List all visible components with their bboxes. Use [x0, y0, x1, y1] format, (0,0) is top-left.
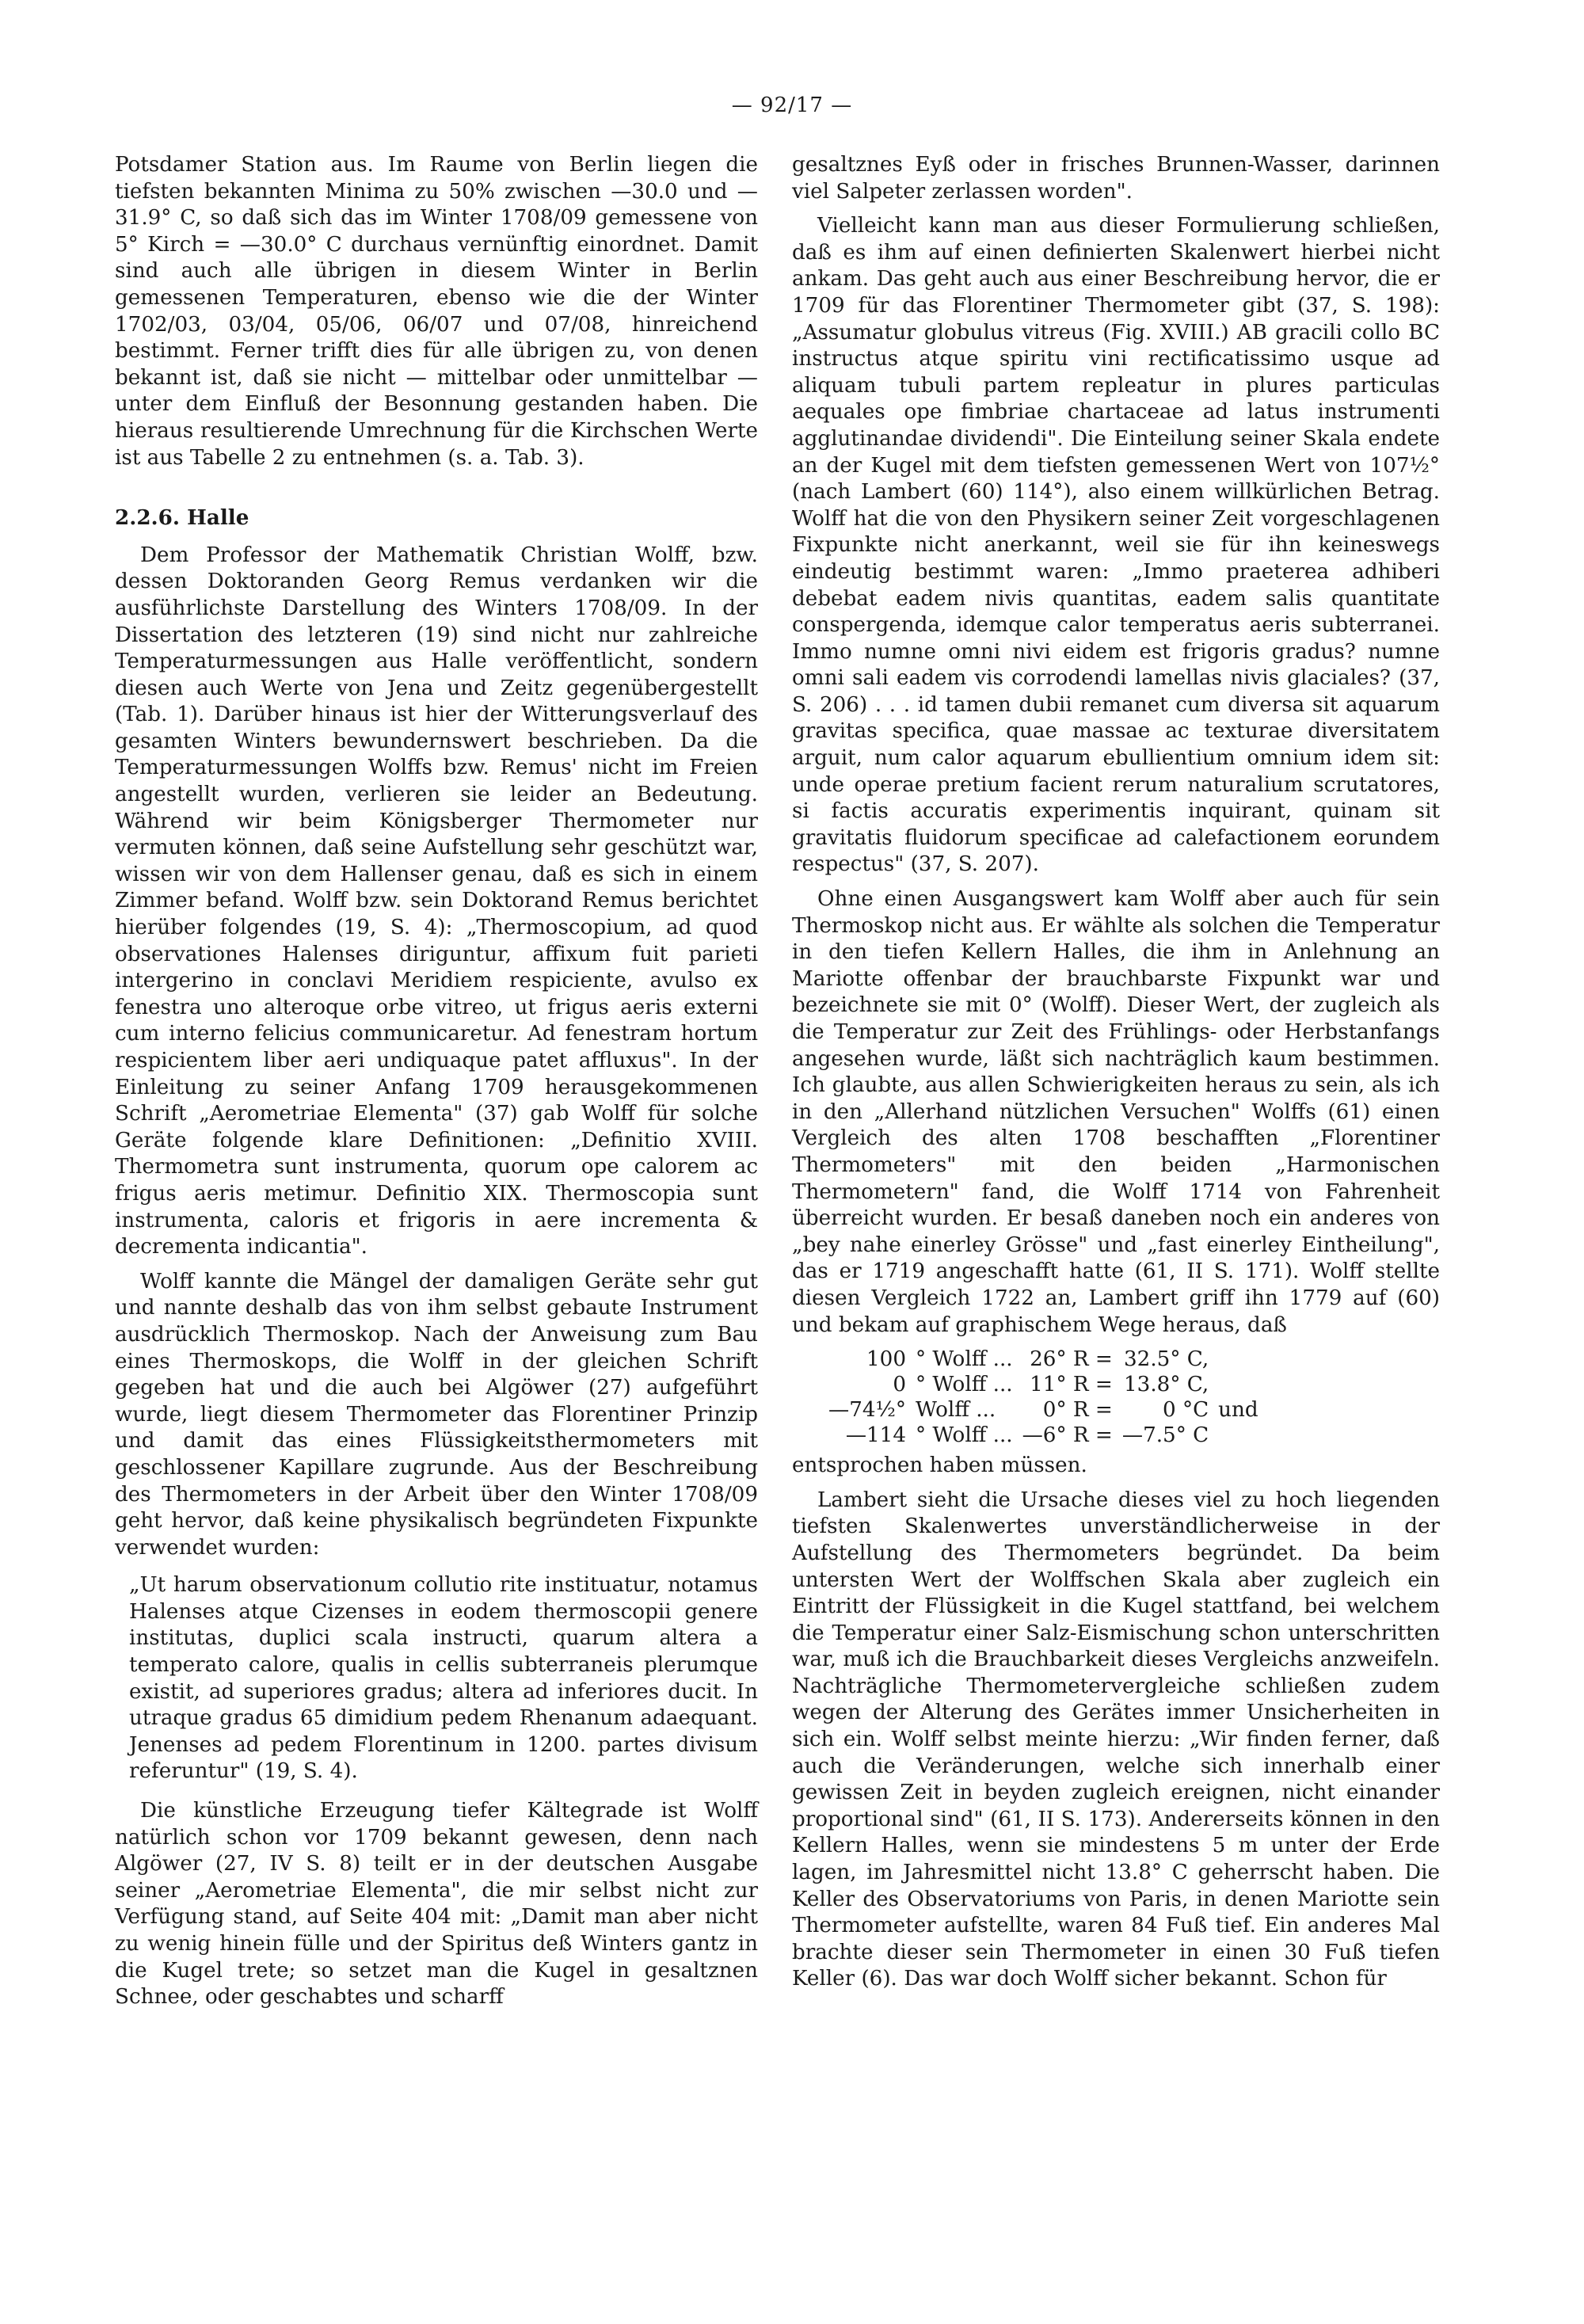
table-cell: ° Wolff ... — [916, 1347, 1013, 1372]
table-cell: 0 °C — [1163, 1398, 1209, 1423]
table-row — [824, 1347, 1263, 1372]
table-cell: 32.5° C, — [1124, 1347, 1209, 1372]
left-column — [115, 152, 758, 2019]
page-number: — 92/17 — — [731, 93, 853, 117]
paragraph: Lambert sieht die Ursache dieses viel zu hoch liegenden tiefsten Skalenwertes unverständlicherweise in der Aufstellung des Thermometers begründet. Da beim untersten Wert der Wolffschen Skala aber zugleich ein Eintritt der Flüssigkeit in die Kugel stattfand, bei welchem die Temperatur einer Salz-Eismischung schon unterschritten war, muß ich die Brauchbarkeit dieses Vergleichs anzweifeln. Nachträgliche Thermometervergleiche schließen zudem wegen der Alterung des Gerätes immer Unsicherheiten in sich ein. Wolff selbst meinte hierzu: „Wir finden ferner, daß auch die Veränderungen, welche sich innerhalb einer gewissen Zeit in beyden zugleich ereignen, nicht einander proportional sind" (61, II S. 173). Andererseits können in den Kellern Halles, wenn sie mindestens 5 m unter der Erde lagen, im Jahresmittel nicht 13.8° C geherrscht haben. Die Keller des Observatoriums von Paris, in denen Mariotte sein Thermometer aufstellte, waren 84 Fuß tief. Ein anderes Mal brachte dieser sein Thermometer in einen 30 Fuß tiefen Keller (6). Das war doch Wolff sicher bekannt. Schon für — [792, 1488, 1440, 1991]
table-cell — [1213, 1347, 1263, 1372]
table-cell: 0 — [893, 1373, 906, 1397]
paragraph: Ohne einen Ausgangswert kam Wolff aber auch für sein Thermoskop nicht aus. Er wählte als solchen die Temperatur in den tiefen Kellern Halles, die ihm in Anlehnung an Mariotte offenbar der brauchbarste Fixpunkt war und bezeichnete sie mit 0° (Wolff). Dieser Wert, der zugleich als die Temperatur zur Zeit des Frühlings- oder Herbstanfangs angesehen wurde, läßt sich nachträglich kaum bestimmen. Ich glaubte, aus allen Schwierigkeiten heraus zu sein, als ich in den „Allerhand nützlichen Versuchen" Wolffs (61) einen Vergleich des alten 1708 beschafften „Florentiner Thermometers" mit den beiden „Harmonischen Thermometern" fand, die Wolff 1714 von Fahrenheit überreicht wurden. Er besaß daneben noch ein anderes von „bey nahe einerley Grösse" und „fast einerley Eintheilung", das er 1719 angeschafft hatte (61, II S. 171). Wolff stellte diesen Vergleich 1722 an, Lambert griff ihn 1779 auf (60) und bekam auf graphischem Wege heraus, daß — [792, 887, 1440, 1337]
block-quote: „Ut harum observationum collutio rite instituatur, notamus Halenses atque Cizenses in eodem thermoscopii genere institutas, duplici scala instructi, quarum altera a temperato calore, qualis in cellis subterraneis plerumque existit, ad superiores gradus; altera ad inferiores ducit. In utraque gradus 65 dimidium pedem Rhenanum adaequant. Jenenses ad pedem Florentinum in 1200. partes divisum referuntur" (19, S. 4). — [129, 1573, 758, 1784]
table-cell: ° Wolff ... — [916, 1423, 1013, 1448]
table-cell: —7.5° C — [1121, 1423, 1209, 1448]
table-cell — [1213, 1372, 1263, 1397]
table-cell: und — [1218, 1398, 1258, 1423]
table-cell: —74½° — [828, 1398, 906, 1423]
paragraph: entsprochen haben müssen. — [792, 1453, 1087, 1478]
table-cell: 11° R = — [1030, 1373, 1113, 1397]
paragraph: Die künstliche Erzeugung tiefer Kältegrade ist Wolff natürlich schon vor 1709 bekannt gewesen, denn nach Algöwer (27, IV S. 8) teilt er in der deutschen Ausgabe seiner „Aerometriae Elementa", die mir selbst nicht zur Verfügung stand, auf Seite 404 mit: „Damit man aber nicht zu wenig hinein fülle und der Spiritus deß Winters gantz in die Kugel trete; so setzet man die Kugel in gesaltznen Schnee, oder geschabtes und scharff — [115, 1799, 758, 2010]
table-cell: 26° R = — [1030, 1347, 1113, 1372]
table-cell: 0° R = — [1042, 1398, 1113, 1423]
paragraph: gesaltznes Eyß oder in frisches Brunnen-Wasser, darinnen viel Salpeter zerlassen worden". — [792, 153, 1440, 204]
table-row — [824, 1397, 1263, 1423]
section-heading: 2.2.6. Halle — [115, 505, 249, 531]
table-cell: —6° R = — [1022, 1423, 1113, 1448]
table-cell: 13.8° C, — [1124, 1373, 1209, 1397]
table-cell — [1213, 1423, 1263, 1448]
table-cell: 100 — [866, 1347, 906, 1372]
paragraph: Dem Professor der Mathematik Christian Wolff, bzw. dessen Doktoranden Georg Remus verdanken wir die ausführlichste Darstellung des Winters 1708/09. In der Dissertation des letzteren (19) sind nicht nur zahlreiche Temperaturmessungen aus Halle veröffentlicht, sondern diesen auch Werte von Jena und Zeitz gegenübergestellt (Tab. 1). Darüber hinaus ist hier der Witterungsverlauf des gesamten Winters bewundernswert beschrieben. Da die Temperaturmessungen Wolffs bzw. Remus' nicht im Freien angestellt wurden, verlieren sie leider an Bedeutung. Während wir beim Königsberger Thermometer nur vermuten können, daß seine Aufstellung sehr geschützt war, wissen wir von dem Hallenser genau, daß es sich in einem Zimmer befand. Wolff bzw. sein Doktorand Remus berichtet hierüber folgendes (19, S. 4): „Thermoscopium, ad quod observationes Halenses diriguntur, affixum fuit parieti intergerino in conclavi Meridiem respiciente, avulso ex fenestra uno alteroque orbe vitreo, ut frigus aeris externi cum interno felicius communicaretur. Ad fenestram hortum respicientem liber aeri undiquaque patet affluxus". In der Einleitung zu seiner Anfang 1709 herausgekommenen Schrift „Aerometriae Elementa" (37) gab Wolff für solche Geräte folgende klare Definitionen: „Definitio XVIII. Thermometra sunt instrumenta, quorum ope calorem ac frigus aeris metimur. Definitio XIX. Thermoscopia sunt instrumenta, caloris et frigoris in aere incrementa & decrementa indicantia". — [115, 543, 758, 1259]
right-column — [792, 152, 1440, 2001]
table-cell: ° Wolff ... — [916, 1373, 1013, 1397]
table-cell: Wolff ... — [916, 1398, 996, 1423]
table-cell: —114 — [845, 1423, 906, 1448]
table-row — [824, 1423, 1263, 1448]
conversion-table — [824, 1347, 1263, 1448]
paragraph: Potsdamer Station aus. Im Raume von Berlin liegen die tiefsten bekannten Minima zu 50% zwischen —30.0 und —31.9° C, so daß sich das im Winter 1708/09 gemessene von 5° Kirch = —30.0° C durchaus vernünftig einordnet. Damit sind auch alle übrigen in diesem Winter in Berlin gemessenen Temperaturen, ebenso wie die der Winter 1702/03, 03/04, 05/06, 06/07 und 07/08, hinreichend bestimmt. Ferner trifft dies für alle übrigen zu, von denen bekannt ist, daß sie nicht — mittelbar oder unmittelbar — unter dem Einfluß der Besonnung gestanden haben. Die hieraus resultierende Umrechnung für die Kirchschen Werte ist aus Tabelle 2 zu entnehmen (s. a. Tab. 3). — [115, 153, 758, 470]
paragraph: Wolff kannte die Mängel der damaligen Geräte sehr gut und nannte deshalb das von ihm selbst gebaute Instrument ausdrücklich Thermoskop. Nach der Anweisung zum Bau eines Thermoskops, die Wolff in der gleichen Schrift gegeben hat und die auch bei Algöwer (27) aufgeführt wurde, liegt diesem Thermometer das Florentiner Prinzip und damit das eines Flüssigkeitsthermometers mit geschlossener Kapillare zugrunde. Aus der Beschreibung des Thermometers in der Arbeit über den Winter 1708/09 geht hervor, daß keine physikalisch begründeten Fixpunkte verwendet wurden: — [115, 1269, 758, 1560]
paragraph: Vielleicht kann man aus dieser Formulierung schließen, daß es ihm auf einen definierten Skalenwert hierbei nicht ankam. Das geht auch aus einer Beschreibung hervor, die er 1709 für das Florentiner Thermometer gibt (37, S. 198): „Assumatur globulus vitreus (Fig. XVIII.) AB gracili collo BC instructus atque spiritu vini rectificatissimo usque ad aliquam tubuli partem repleatur in plures particulas aequales ope fimbriae chartaceae ad latus instrumenti agglutinandae dividendi". Die Einteilung seiner Skala endete an der Kugel mit dem tiefsten gemessenen Wert von 107½° (nach Lambert (60) 114°), also einem willkürlichen Betrag. Wolff hat die von den Physikern seiner Zeit vorgeschlagenen Fixpunkte nicht anerkannt, weil sie für ihn keineswegs eindeutig bestimmt waren: „Immo praeterea adhiberi debebat eadem nivis quantitas, eadem salis quantitate conspergenda, idemque calor temperatus aeris subterranei. Immo numne omni nivi eidem est frigoris gradus? numne omni sali eadem vis corrodendi lamellas nivis glaciales? (37, S. 206) . . . id tamen dubii remanet cum diversa sit aquarum gravitas specifica, quae massae ac texturae diversitatem arguit, num calor aquarum ebullientium omnium idem sit: unde operae pretium facient rerum naturalium scrutatores, si factis accuratis experimentis inquirant, quinam sit gravitatis fluidorum specificae ad calefactionem eorundem respectus" (37, S. 207). — [792, 214, 1440, 877]
table-row — [824, 1372, 1263, 1397]
